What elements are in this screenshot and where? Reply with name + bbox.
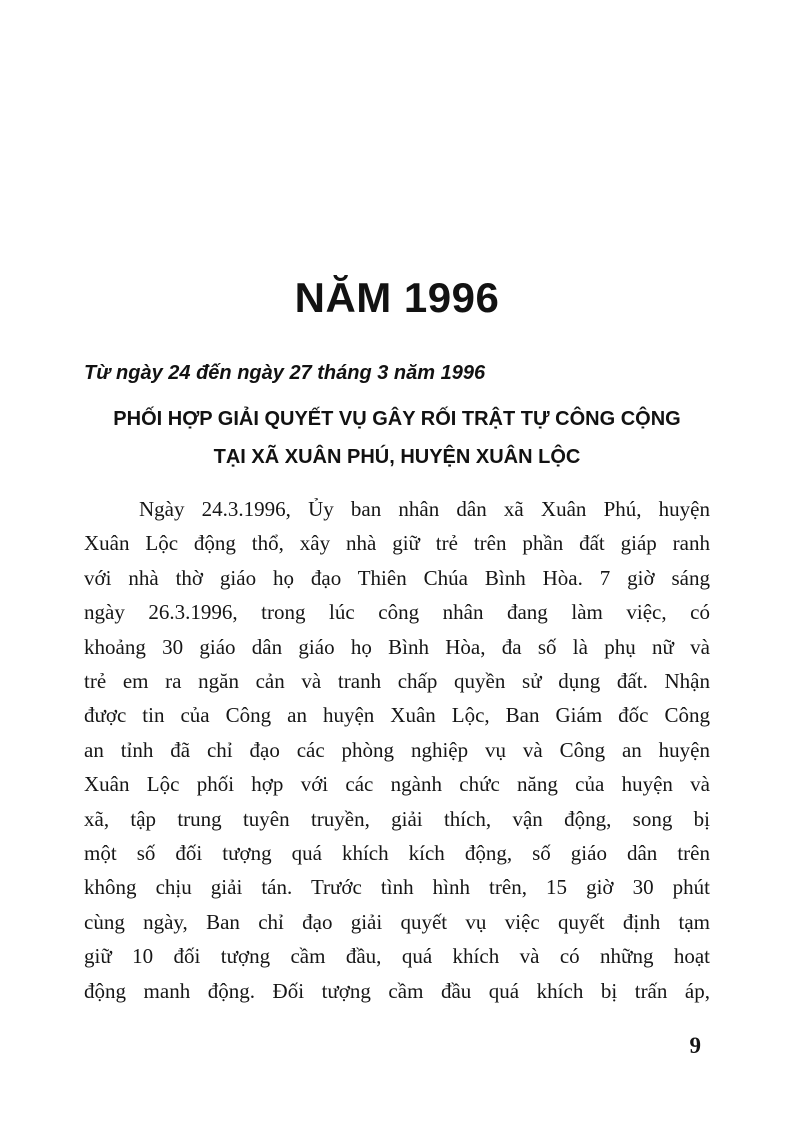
paragraph-line: giữ 10 đối tượng cầm đầu, quá khích và có những hoạt — [84, 944, 710, 969]
section-heading-line: TẠI XÃ XUÂN PHÚ, HUYỆN XUÂN LỘC — [213, 446, 581, 468]
paragraph-line: Ngày 24.3.1996, Ủy ban nhân dân xã Xuân Phú, huyện — [139, 497, 710, 521]
body-paragraph — [84, 492, 710, 1008]
paragraph-line: ngày 26.3.1996, trong lúc công nhân đang làm việc, có — [84, 600, 710, 625]
paragraph-line: trẻ em ra ngăn cản và tranh chấp quyền sử dụng đất. Nhận — [84, 669, 710, 694]
paragraph-line: cùng ngày, Ban chỉ đạo giải quyết vụ việc quyết định tạm — [84, 909, 710, 934]
paragraph-line: khoảng 30 giáo dân giáo họ Bình Hòa, đa số là phụ nữ và — [84, 634, 710, 659]
section-heading-line: PHỐI HỢP GIẢI QUYẾT VỤ GÂY RỐI TRẬT TỰ CÔNG CỘNG — [113, 408, 681, 430]
section-heading — [84, 400, 710, 476]
paragraph-line: Xuân Lộc phối hợp với các ngành chức năng của huyện và — [84, 772, 710, 797]
paragraph-line: động manh động. Đối tượng cầm đầu quá khích bị trấn áp, — [84, 978, 710, 1003]
paragraph-line: xã, tập trung tuyên truyền, giải thích, vận động, song bị — [84, 806, 710, 831]
paragraph-line: một số đối tượng quá khích kích động, số giáo dân trên — [84, 841, 710, 866]
page-title: NĂM 1996 — [294, 274, 500, 321]
paragraph-line: được tin của Công an huyện Xuân Lộc, Ban Giám đốc Công — [84, 703, 710, 728]
paragraph-line: Xuân Lộc động thổ, xây nhà giữ trẻ trên phần đất giáp ranh — [84, 531, 710, 556]
paragraph-line: an tỉnh đã chỉ đạo các phòng nghiệp vụ và Công an huyện — [84, 737, 710, 762]
date-range-subtitle: Từ ngày 24 đến ngày 27 tháng 3 năm 1996 — [84, 362, 486, 384]
paragraph-line: với nhà thờ giáo họ đạo Thiên Chúa Bình Hòa. 7 giờ sáng — [84, 565, 710, 590]
paragraph-line: không chịu giải tán. Trước tình hình trên, 15 giờ 30 phút — [84, 875, 710, 900]
page-number: 9 — [689, 1033, 701, 1058]
